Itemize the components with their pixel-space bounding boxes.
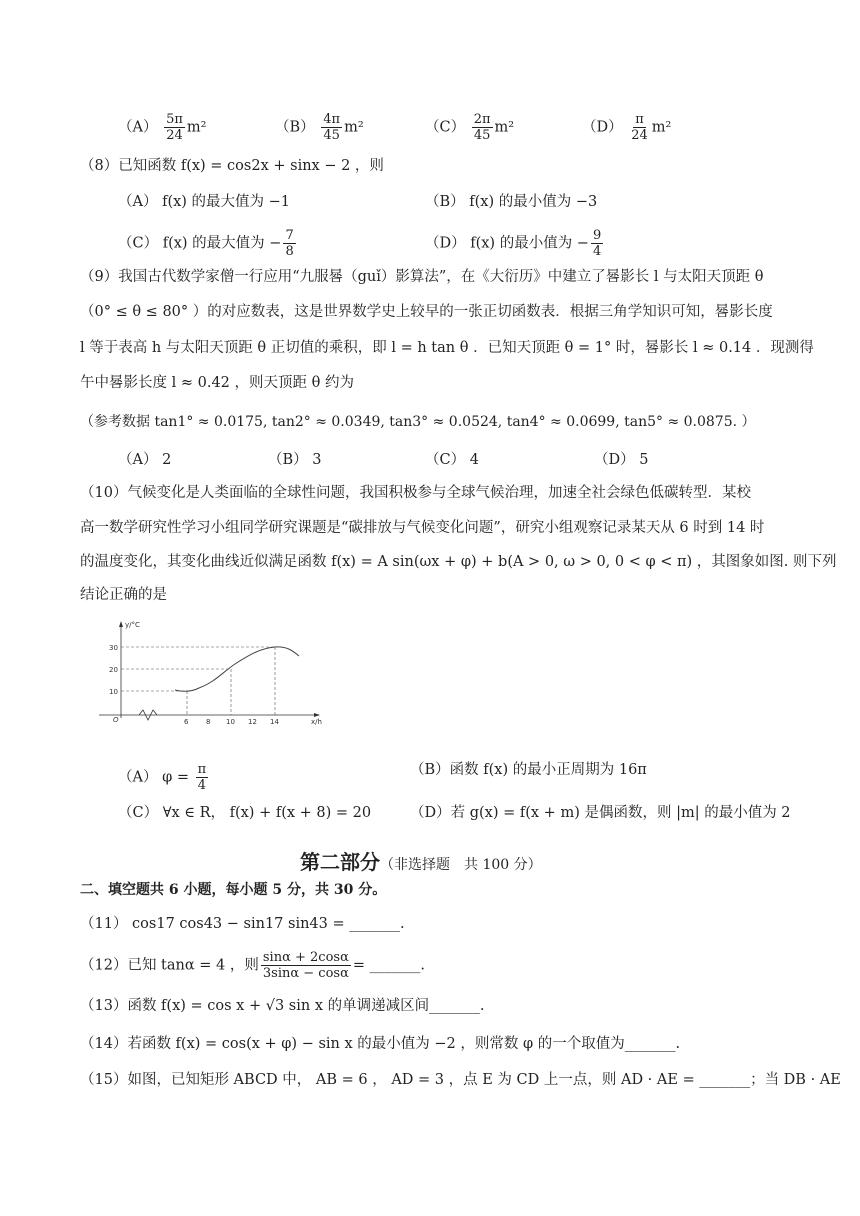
denominator: 24: [631, 128, 648, 143]
q9-reference-data: （参考数据 tan1° ≈ 0.0175, tan2° ≈ 0.0349, tan3° ≈ 0.0524, tan4° ≈ 0.0699, tan5° ≈ 0.0875. ）: [80, 414, 756, 430]
q8-option-d: [425, 228, 605, 259]
numerator: π: [635, 112, 644, 127]
denominator: 45: [323, 128, 340, 143]
option-label: （D）: [582, 119, 623, 136]
part2-subtitle: （非选择题 共 100 分）: [380, 857, 542, 873]
fraction: [629, 112, 650, 143]
y-tick-label: 10: [109, 688, 118, 696]
x-tick-label: 14: [270, 718, 279, 726]
q9-option-d: （D） 5: [594, 452, 649, 468]
q8-option-b: （B） f(x) 的最小值为 −3: [425, 194, 598, 210]
part2-title: 第二部分: [300, 850, 380, 874]
unit: m²: [494, 119, 515, 136]
q13: （13）函数 f(x) = cos x + √3 sin x 的单调递减区间_______.: [80, 998, 485, 1014]
q7-option-d: [582, 112, 671, 143]
q10-line-1: （10）气候变化是人类面临的全球性问题，我国积极参与全球气候治理，加速全社会绿色低碳转型．某校: [80, 485, 751, 501]
option-label: （B）: [275, 119, 315, 136]
q7-option-b: [275, 112, 364, 143]
x-axis-arrow: [314, 713, 320, 717]
q10-line-4: 结论正确的是: [80, 587, 167, 603]
x-tick-label: 6: [184, 718, 189, 726]
q15: （15）如图，已知矩形 ABCD 中， AB = 6 ， AD = 3 ，点 E 为 CD 上一点，则 AD · AE = _______；当 DB · AE: [80, 1072, 841, 1088]
q8-option-c: [118, 228, 298, 259]
x-tick-label: 12: [248, 718, 257, 726]
q10-option-b: （B）函数 f(x) 的最小正周期为 16π: [410, 762, 647, 778]
x-tick-label: 8: [206, 718, 211, 726]
q12-blank: = _______.: [352, 957, 425, 974]
q8-option-a: （A） f(x) 的最大值为 −1: [118, 194, 291, 210]
unit: m²: [186, 119, 207, 136]
q11: （11） cos17 cos43 − sin17 sin43 = _______.: [80, 916, 405, 932]
y-axis-arrow: [119, 621, 123, 627]
fraction: [283, 228, 295, 259]
option-text: （C） f(x) 的最大值为 −: [118, 235, 282, 252]
numerator: 9: [592, 228, 602, 243]
option-label: （C）: [425, 119, 466, 136]
y-axis-label: y/°C: [125, 621, 140, 629]
denominator: 8: [285, 244, 294, 259]
q10-line-2: 高一数学研究性学习小组同学研究课题是“碳排放与气候变化问题”，研究小组观察记录某天从 6 时到 14 时: [80, 520, 765, 536]
numerator: 5π: [166, 112, 183, 127]
q9-line-1: （9）我国古代数学家僧一行应用“九服晷（guǐ）影算法”，在《大衍历》中建立了晷影长 l 与太阳天顶距 θ: [80, 269, 764, 285]
q10-option-d: （D）若 g(x) = f(x + m) 是偶函数，则 |m| 的最小值为 2: [410, 805, 791, 821]
unit: m²: [344, 119, 364, 136]
x-tick-label: 10: [226, 718, 235, 726]
fraction: [164, 112, 185, 143]
q14: （14）若函数 f(x) = cos(x + φ) − sin x 的最小值为 −2 ，则常数 φ 的一个取值为_______.: [80, 1036, 681, 1052]
y-tick-label: 30: [109, 644, 118, 652]
q10-option-c: （C） ∀x ∈ R， f(x) + f(x + 8) = 20: [118, 805, 372, 821]
unit: m²: [651, 119, 672, 136]
fraction: [472, 112, 493, 143]
origin-label: O: [113, 716, 119, 724]
q9-option-a: （A） 2: [118, 452, 172, 468]
q7-option-c: [425, 112, 514, 143]
denominator: 45: [473, 128, 491, 143]
q9-option-b: （B） 3: [268, 452, 322, 468]
denominator: 24: [166, 128, 183, 143]
q12: [80, 950, 425, 981]
option-text: （A） φ =: [118, 769, 194, 786]
q9-option-c: （C） 4: [425, 452, 479, 468]
part2-heading: [300, 846, 542, 875]
q9-line-4: 午中晷影长度 l ≈ 0.42 ，则天顶距 θ 约为: [80, 375, 354, 391]
q9-line-3: l 等于表高 h 与太阳天顶距 θ 正切值的乘积，即 l = h tan θ ．已知天顶距 θ = 1° 时，晷影长 l ≈ 0.14 ．现测得: [80, 340, 814, 356]
y-tick-label: 20: [109, 666, 118, 674]
fraction: [196, 762, 209, 793]
q10-line-3: 的温度变化，其变化曲线近似满足函数 f(x) = A sin(ωx + φ) + b(A > 0, ω > 0, 0 < φ < π) ，其图象如图. 则下列: [80, 554, 837, 570]
q8-stem: （8）已知函数 f(x) = cos2x + sinx − 2 ，则: [80, 158, 384, 174]
section2-title: 二、填空题共 6 小题，每小题 5 分，共 30 分。: [80, 882, 387, 898]
q9-line-2: （0° ≤ θ ≤ 80° ）的对应数表，这是世界数学史上较早的一张正切函数表．根据三角学知识可知，晷影长度: [80, 304, 773, 320]
numerator: π: [197, 762, 207, 777]
fraction: [321, 112, 342, 143]
q12-text: （12）已知 tanα = 4 ，则: [80, 957, 259, 974]
denominator: 3sinα − cosα: [262, 966, 349, 981]
numerator: sinα + 2cosα: [262, 950, 349, 965]
numerator: 7: [285, 228, 294, 243]
q7-option-a: [118, 112, 206, 143]
option-label: （A）: [118, 119, 158, 136]
x-axis-label: x/h: [311, 718, 322, 726]
denominator: 4: [197, 778, 207, 793]
temperature-graph: [95, 618, 335, 728]
numerator: 2π: [473, 112, 491, 127]
denominator: 4: [592, 244, 602, 259]
option-text: （D） f(x) 的最小值为 −: [425, 235, 589, 252]
fraction: [591, 228, 603, 259]
q10-option-a: [118, 762, 210, 793]
fraction: [261, 950, 351, 981]
numerator: 4π: [323, 112, 341, 127]
